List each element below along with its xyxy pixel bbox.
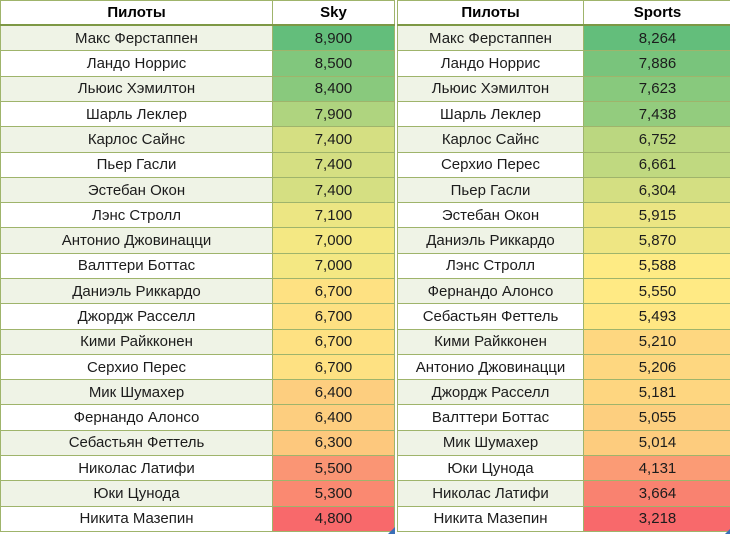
score-cell[interactable]: 5,493 <box>584 304 730 329</box>
table-row <box>1 506 395 531</box>
score-cell[interactable]: 3,664 <box>584 481 730 506</box>
table-row <box>1 203 395 228</box>
score-cell[interactable]: 7,900 <box>273 102 395 127</box>
pilot-name-cell[interactable]: Эстебан Окон <box>398 203 584 228</box>
pilot-name-cell[interactable]: Шарль Леклер <box>398 102 584 127</box>
pilot-name-cell[interactable]: Серхио Перес <box>1 354 273 379</box>
table-row <box>1 152 395 177</box>
table-row <box>398 380 730 405</box>
pilot-name-cell[interactable]: Валттери Боттас <box>1 253 273 278</box>
pilot-name-cell[interactable]: Льюис Хэмилтон <box>398 76 584 101</box>
pilot-name-cell[interactable]: Карлос Сайнс <box>398 127 584 152</box>
score-cell[interactable]: 6,700 <box>273 354 395 379</box>
score-cell[interactable]: 7,400 <box>273 177 395 202</box>
table-row <box>398 354 730 379</box>
score-cell[interactable]: 7,400 <box>273 127 395 152</box>
pilot-name-cell[interactable]: Кими Райкконен <box>398 329 584 354</box>
score-cell[interactable]: 7,438 <box>584 102 730 127</box>
table-row <box>398 152 730 177</box>
table-row <box>1 177 395 202</box>
pilot-name-cell[interactable]: Льюис Хэмилтон <box>1 76 273 101</box>
pilot-name-cell[interactable]: Ландо Норрис <box>398 51 584 76</box>
score-cell[interactable]: 5,915 <box>584 203 730 228</box>
score-cell[interactable]: 7,886 <box>584 51 730 76</box>
pilot-name-cell[interactable]: Даниэль Риккардо <box>398 228 584 253</box>
sky-pilots-column-header[interactable]: Пилоты <box>1 1 273 26</box>
table-row <box>1 127 395 152</box>
pilot-name-cell[interactable]: Себастьян Феттель <box>398 304 584 329</box>
table-row <box>398 304 730 329</box>
table-row <box>398 279 730 304</box>
pilot-name-cell[interactable]: Карлос Сайнс <box>1 127 273 152</box>
score-cell[interactable]: 5,055 <box>584 405 730 430</box>
sports-table-wrap <box>397 0 730 532</box>
score-cell[interactable]: 7,623 <box>584 76 730 101</box>
pilots-sports-table <box>397 0 730 532</box>
score-cell[interactable]: 8,400 <box>273 76 395 101</box>
pilot-name-cell[interactable]: Макс Ферстаппен <box>1 25 273 51</box>
sky-table-resize-handle[interactable] <box>388 527 395 534</box>
header-row <box>1 1 395 26</box>
table-row <box>1 329 395 354</box>
score-cell[interactable]: 5,210 <box>584 329 730 354</box>
sports-pilots-column-header[interactable]: Пилоты <box>398 1 584 26</box>
pilot-name-cell[interactable]: Лэнс Стролл <box>398 253 584 278</box>
table-row <box>1 253 395 278</box>
score-cell[interactable]: 6,752 <box>584 127 730 152</box>
pilot-name-cell[interactable]: Николас Латифи <box>1 455 273 480</box>
header-row <box>398 1 730 26</box>
score-cell[interactable]: 7,000 <box>273 253 395 278</box>
table-row <box>398 329 730 354</box>
sky-tbody <box>1 25 395 532</box>
pilot-name-cell[interactable]: Антонио Джовинацци <box>1 228 273 253</box>
pilot-name-cell[interactable]: Юки Цунода <box>398 455 584 480</box>
table-row <box>398 76 730 101</box>
pilot-name-cell[interactable]: Мик Шумахер <box>1 380 273 405</box>
table-row <box>1 25 395 51</box>
table-row <box>398 51 730 76</box>
score-cell[interactable]: 6,700 <box>273 304 395 329</box>
pilot-name-cell[interactable]: Валттери Боттас <box>398 405 584 430</box>
table-row <box>398 455 730 480</box>
score-cell[interactable]: 3,218 <box>584 506 730 531</box>
score-cell[interactable]: 5,014 <box>584 430 730 455</box>
table-row <box>398 430 730 455</box>
pilot-name-cell[interactable]: Никита Мазепин <box>398 506 584 531</box>
table-row <box>1 102 395 127</box>
score-cell[interactable]: 8,900 <box>273 25 395 51</box>
score-cell[interactable]: 8,264 <box>584 25 730 51</box>
score-cell[interactable]: 6,400 <box>273 405 395 430</box>
sports-score-column-header[interactable]: Sports <box>584 1 730 26</box>
score-cell[interactable]: 7,400 <box>273 152 395 177</box>
pilot-name-cell[interactable]: Фернандо Алонсо <box>1 405 273 430</box>
table-row <box>398 102 730 127</box>
pilot-name-cell[interactable]: Пьер Гасли <box>1 152 273 177</box>
table-row <box>1 405 395 430</box>
pilot-name-cell[interactable]: Никита Мазепин <box>1 506 273 531</box>
pilot-name-cell[interactable]: Ландо Норрис <box>1 51 273 76</box>
score-cell[interactable]: 6,300 <box>273 430 395 455</box>
score-cell[interactable]: 7,000 <box>273 228 395 253</box>
sports-table-resize-handle[interactable] <box>725 527 730 534</box>
score-cell[interactable]: 8,500 <box>273 51 395 76</box>
table-row <box>1 76 395 101</box>
table-row <box>398 25 730 51</box>
pilot-name-cell[interactable]: Себастьян Феттель <box>1 430 273 455</box>
table-row <box>1 354 395 379</box>
table-row <box>1 481 395 506</box>
score-cell[interactable]: 6,700 <box>273 279 395 304</box>
pilot-name-cell[interactable]: Пьер Гасли <box>398 177 584 202</box>
table-row <box>398 253 730 278</box>
pilot-name-cell[interactable]: Юки Цунода <box>1 481 273 506</box>
score-cell[interactable]: 5,500 <box>273 455 395 480</box>
pilot-name-cell[interactable]: Николас Латифи <box>398 481 584 506</box>
pilot-name-cell[interactable]: Мик Шумахер <box>398 430 584 455</box>
score-cell[interactable]: 7,100 <box>273 203 395 228</box>
table-row <box>1 304 395 329</box>
pilot-name-cell[interactable]: Кими Райкконен <box>1 329 273 354</box>
score-cell[interactable]: 5,550 <box>584 279 730 304</box>
table-row <box>398 203 730 228</box>
pilot-name-cell[interactable]: Даниэль Риккардо <box>1 279 273 304</box>
pilot-name-cell[interactable]: Шарль Леклер <box>1 102 273 127</box>
table-row <box>398 405 730 430</box>
score-cell[interactable]: 4,800 <box>273 506 395 531</box>
pilot-name-cell[interactable]: Антонио Джовинацци <box>398 354 584 379</box>
pilot-name-cell[interactable]: Фернандо Алонсо <box>398 279 584 304</box>
pilot-name-cell[interactable]: Серхио Перес <box>398 152 584 177</box>
score-cell[interactable]: 5,181 <box>584 380 730 405</box>
score-cell[interactable]: 5,870 <box>584 228 730 253</box>
table-row <box>1 228 395 253</box>
table-row <box>398 127 730 152</box>
score-cell[interactable]: 5,206 <box>584 354 730 379</box>
score-cell[interactable]: 5,300 <box>273 481 395 506</box>
table-row <box>1 51 395 76</box>
pilot-name-cell[interactable]: Джордж Расселл <box>1 304 273 329</box>
score-cell[interactable]: 6,700 <box>273 329 395 354</box>
table-row <box>398 228 730 253</box>
table-row <box>398 506 730 531</box>
table-row <box>1 279 395 304</box>
table-row <box>1 455 395 480</box>
table-row <box>1 430 395 455</box>
score-cell[interactable]: 4,131 <box>584 455 730 480</box>
score-cell[interactable]: 5,588 <box>584 253 730 278</box>
pilot-name-cell[interactable]: Эстебан Окон <box>1 177 273 202</box>
table-row <box>398 177 730 202</box>
pilot-name-cell[interactable]: Джордж Расселл <box>398 380 584 405</box>
pilot-name-cell[interactable]: Лэнс Стролл <box>1 203 273 228</box>
sports-tbody <box>398 25 730 532</box>
sky-score-column-header[interactable]: Sky <box>273 1 395 26</box>
table-row <box>1 380 395 405</box>
score-cell[interactable]: 6,400 <box>273 380 395 405</box>
table-row <box>398 481 730 506</box>
score-cell[interactable]: 6,661 <box>584 152 730 177</box>
score-cell[interactable]: 6,304 <box>584 177 730 202</box>
pilot-name-cell[interactable]: Макс Ферстаппен <box>398 25 584 51</box>
